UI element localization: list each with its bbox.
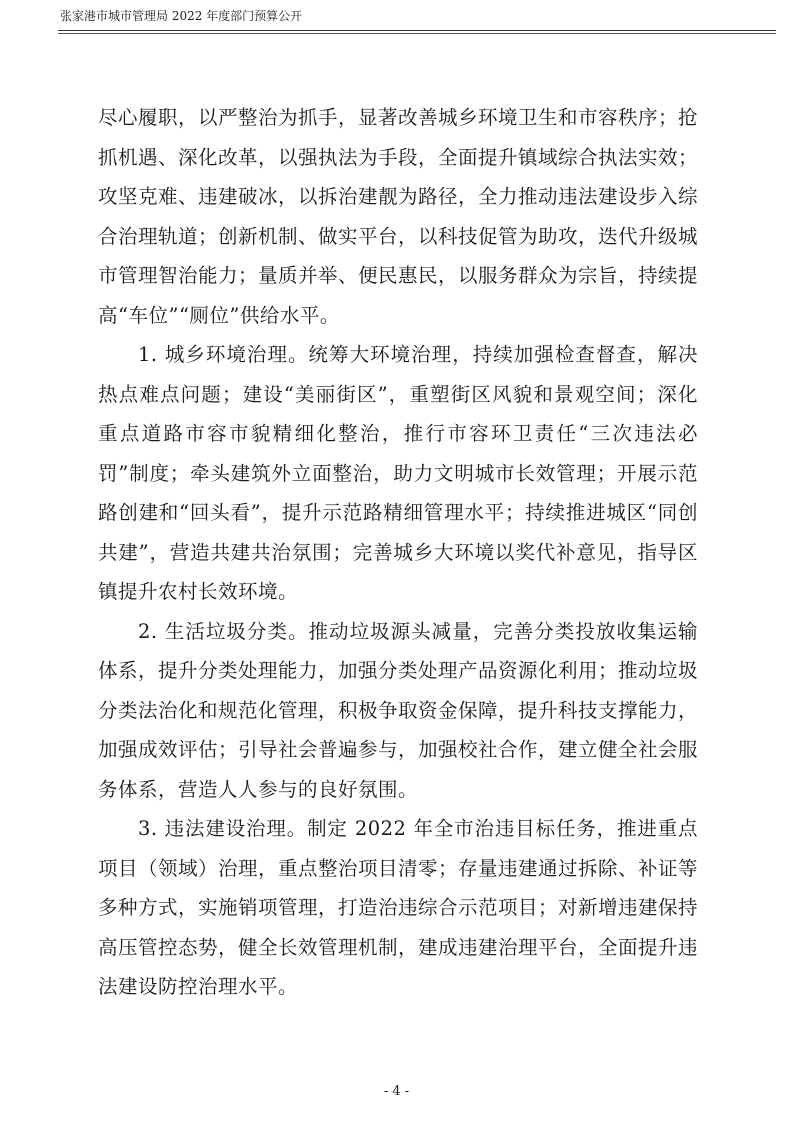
document-body (98, 98, 698, 1007)
page-header: 张家港市城市管理局 2022 年度部门预算公开 (60, 9, 303, 23)
page-number: - 4 - (383, 1084, 410, 1099)
header-rule (58, 30, 776, 31)
paragraph-illegal-construction: 3. 违法建设治理。制定 2022 年全市治违目标任务，推进重点项目（领域）治理，重点整治项目清零；存量违建通过拆除、补证等多种方式，实施销项管理，打造治违综合示范项目；对新增违建保持高压管控态势，健全长效管理机制，建成违建治理平台，全面提升违法建设防控治理水平。 (98, 817, 699, 998)
paragraph-continuation: 尽心履职，以严整治为抓手，显著改善城乡环境卫生和市容秩序；抢抓机遇、深化改革，以强执法为手段，全面提升镇域综合执法实效；攻坚克难、违建破冰，以拆治建靓为路径，全力推动违法建设步入综合治理轨道；创新机制、做实平台，以科技促管为助攻，迭代升级城市管理智治能力；量质并举、便民惠民，以服务群众为宗旨，持续提高“车位”“厕位”供给水平。 (98, 106, 699, 327)
paragraph-waste-sorting: 2. 生活垃圾分类。推动垃圾源头减量，完善分类投放收集运输体系，提升分类处理能力，加强分类处理产品资源化利用；推动垃圾分类法治化和规范化管理，积极争取资金保障，提升科技支撑能力，加强成效评估；引导社会普遍参与，加强校社合作，建立健全社会服务体系，营造人人参与的良好氛围。 (98, 619, 699, 801)
header-rule-secondary (58, 33, 776, 34)
paragraph-urban-rural-environment: 1. 城乡环境治理。统筹大环境治理，持续加强检查督查，解决热点难点问题；建设“美丽街区”，重塑街区风貌和景观空间；深化重点道路市容市貌精细化整治，推行市容环卫责任“三次违法必罚”制度；牵头建筑外立面整治，助力文明城市长效管理；开展示范路创建和“回头看”，提升示范路精细管理水平；持续推进城区“同创共建”，营造共建共治氛围；完善城乡大环境以奖代补意见，指导区镇提升农村长效环境。 (98, 343, 698, 603)
